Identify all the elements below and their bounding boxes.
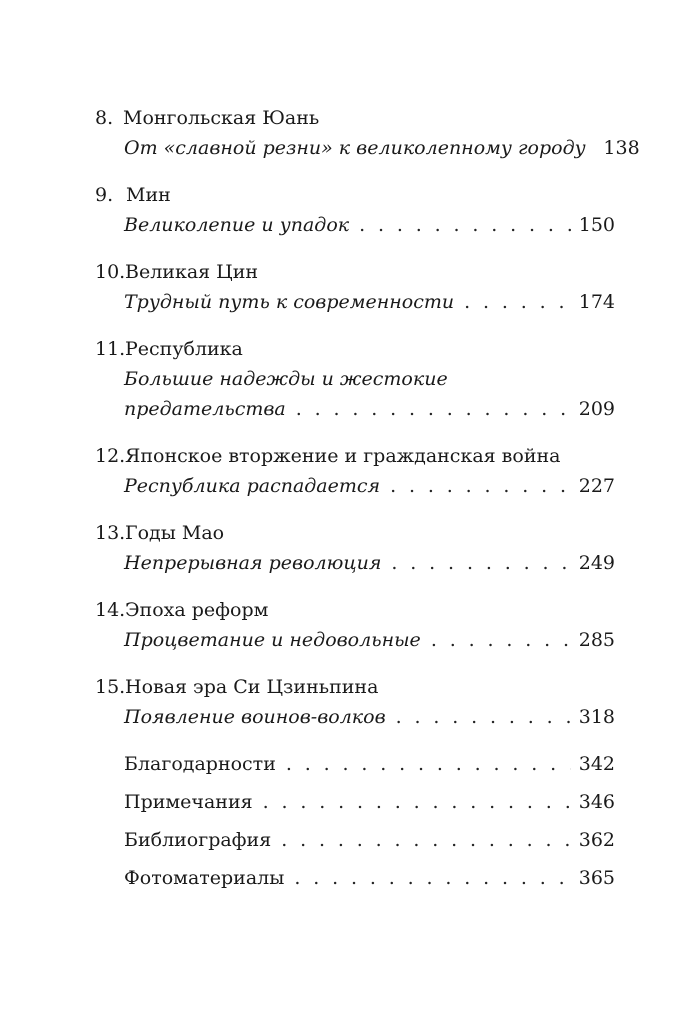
page-number: 362 — [578, 829, 615, 851]
dot-leader — [294, 863, 571, 893]
chapter-subtitle-line — [95, 287, 615, 317]
chapter-number: 12. — [95, 445, 126, 467]
toc-entry-chapter-15 — [95, 672, 615, 732]
page-number: 227 — [578, 475, 615, 497]
chapter-title: Монгольская Юань — [123, 107, 320, 129]
dot-leader — [359, 210, 571, 240]
dot-leader — [263, 787, 571, 817]
entry-title: Библиография — [124, 829, 272, 851]
chapter-number: 9. — [95, 184, 114, 206]
toc-entry-notes — [95, 787, 615, 817]
toc-entry-chapter-12 — [95, 441, 615, 501]
chapter-number: 13. — [95, 522, 126, 544]
dot-leader — [464, 287, 571, 317]
chapter-subtitle-line — [95, 133, 640, 163]
chapter-subtitle-first-line: Большие надежды и жестокие — [124, 368, 448, 390]
dot-leader — [390, 471, 571, 501]
chapter-subtitle: Процветание и недовольные — [124, 629, 421, 651]
toc-entry-chapter-13 — [95, 518, 615, 578]
chapter-heading — [95, 180, 615, 210]
chapter-heading — [95, 441, 615, 471]
chapter-subtitle-line — [95, 394, 615, 424]
toc-entry-photo-credits — [95, 863, 615, 893]
toc-entry-chapter-11 — [95, 334, 615, 424]
dot-leader — [396, 702, 571, 732]
page-number: 249 — [578, 552, 615, 574]
page-number: 346 — [578, 791, 615, 813]
chapter-heading — [95, 257, 615, 287]
chapter-title: Эпоха реформ — [125, 599, 269, 621]
chapter-subtitle-line — [95, 210, 615, 240]
chapter-title: Республика — [125, 338, 243, 360]
toc-back-matter — [95, 749, 615, 893]
chapter-subtitle: Трудный путь к современности — [124, 291, 455, 313]
chapter-subtitle-line — [95, 625, 615, 655]
chapter-heading — [95, 103, 615, 133]
chapter-number: 10. — [95, 261, 126, 283]
toc-entry-chapter-8 — [95, 103, 640, 163]
page-number: 174 — [578, 291, 615, 313]
toc-entry-bibliography — [95, 825, 615, 855]
entry-title: Примечания — [124, 791, 253, 813]
toc-entry-chapter-14 — [95, 595, 615, 655]
chapter-heading — [95, 334, 615, 364]
chapter-number: 11. — [95, 338, 126, 360]
toc-entry-acknowledgements — [95, 749, 615, 779]
chapter-number: 14. — [95, 599, 126, 621]
chapter-title: Великая Цин — [125, 261, 259, 283]
chapter-subtitle: От «славной резни» к великолепному городу — [124, 137, 586, 159]
dot-leader — [391, 548, 571, 578]
page-number: 342 — [578, 753, 615, 775]
chapter-title: Годы Мао — [125, 522, 225, 544]
page-number: 285 — [578, 629, 615, 651]
chapter-heading — [95, 518, 615, 548]
page-number: 150 — [578, 214, 615, 236]
chapter-subtitle-line — [95, 471, 615, 501]
chapter-heading — [95, 595, 615, 625]
chapter-title: Японское вторжение и гражданская война — [125, 445, 561, 467]
chapter-subtitle-line — [95, 548, 615, 578]
chapter-heading — [95, 672, 615, 702]
chapter-title: Новая эра Си Цзиньпина — [125, 676, 379, 698]
chapter-number: 15. — [95, 676, 126, 698]
chapter-subtitle: Республика распадается — [124, 475, 381, 497]
dot-leader — [286, 749, 571, 779]
page-number: 138 — [603, 137, 640, 159]
page-number: 209 — [578, 398, 615, 420]
chapter-subtitle: Непрерывная революция — [124, 552, 382, 574]
dot-leader — [296, 394, 571, 424]
chapter-subtitle-line — [95, 702, 615, 732]
dot-leader — [431, 625, 571, 655]
chapter-title: Мин — [126, 184, 171, 206]
toc-entry-chapter-9 — [95, 180, 615, 240]
chapter-subtitle: Великолепие и упадок — [124, 214, 350, 236]
chapter-number: 8. — [95, 107, 114, 129]
page-number: 318 — [578, 706, 615, 728]
chapter-subtitle: предательства — [124, 398, 286, 420]
page-number: 365 — [578, 867, 615, 889]
dot-leader — [281, 825, 571, 855]
chapter-subtitle: Появление воинов-волков — [124, 706, 386, 728]
entry-title: Благодарности — [124, 753, 276, 775]
table-of-contents — [95, 103, 640, 901]
toc-entry-chapter-10 — [95, 257, 615, 317]
entry-title: Фотоматериалы — [124, 867, 285, 889]
